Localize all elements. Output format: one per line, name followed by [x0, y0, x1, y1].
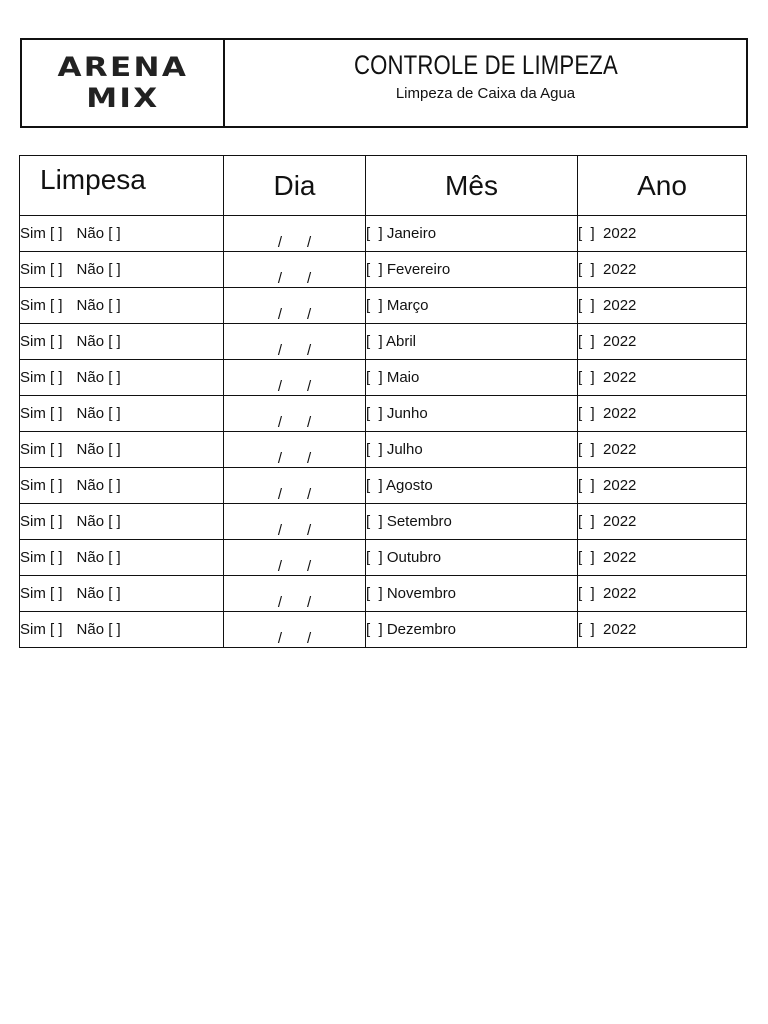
sim-checkbox[interactable]: Sim [ ] [20, 441, 63, 458]
table-row [20, 216, 747, 252]
table-row [20, 252, 747, 288]
mes-checkbox[interactable]: [ ] Setembro [366, 504, 578, 540]
nao-checkbox[interactable]: Não [ ] [76, 405, 121, 422]
ano-checkbox[interactable]: [ ] 2022 [578, 576, 747, 612]
ano-checkbox[interactable]: [ ] 2022 [578, 432, 747, 468]
mes-checkbox[interactable]: [ ] Agosto [366, 468, 578, 504]
mes-checkbox[interactable]: [ ] Maio [366, 360, 578, 396]
ano-checkbox[interactable]: [ ] 2022 [578, 360, 747, 396]
dia-field[interactable]: / / [224, 432, 366, 468]
ano-checkbox[interactable]: [ ] 2022 [578, 216, 747, 252]
sim-checkbox[interactable]: Sim [ ] [20, 297, 63, 314]
mes-checkbox[interactable]: [ ] Abril [366, 324, 578, 360]
table-row [20, 432, 747, 468]
ano-checkbox[interactable]: [ ] 2022 [578, 324, 747, 360]
nao-checkbox[interactable]: Não [ ] [76, 621, 121, 638]
nao-checkbox[interactable]: Não [ ] [76, 585, 121, 602]
cleaning-control-table [19, 155, 747, 648]
sim-checkbox[interactable]: Sim [ ] [20, 585, 63, 602]
nao-checkbox[interactable]: Não [ ] [76, 297, 121, 314]
limpeza-cell [20, 540, 224, 576]
mes-checkbox[interactable]: [ ] Junho [366, 396, 578, 432]
sim-checkbox[interactable]: Sim [ ] [20, 405, 63, 422]
dia-field[interactable]: / / [224, 360, 366, 396]
sim-checkbox[interactable]: Sim [ ] [20, 225, 63, 242]
table-row [20, 540, 747, 576]
limpeza-cell [20, 288, 224, 324]
ano-checkbox[interactable]: [ ] 2022 [578, 504, 747, 540]
limpeza-cell [20, 504, 224, 540]
limpeza-cell [20, 612, 224, 648]
table-row [20, 612, 747, 648]
ano-checkbox[interactable]: [ ] 2022 [578, 612, 747, 648]
dia-field[interactable]: / / [224, 504, 366, 540]
limpeza-cell [20, 216, 224, 252]
ano-checkbox[interactable]: [ ] 2022 [578, 288, 747, 324]
document-subtitle: Limpeza de Caixa da Agua [395, 85, 576, 102]
dia-field[interactable]: / / [224, 468, 366, 504]
dia-field[interactable]: / / [224, 288, 366, 324]
nao-checkbox[interactable]: Não [ ] [76, 225, 121, 242]
mes-checkbox[interactable]: [ ] Outubro [366, 540, 578, 576]
limpeza-cell [20, 396, 224, 432]
sim-checkbox[interactable]: Sim [ ] [20, 333, 63, 350]
limpeza-cell [20, 360, 224, 396]
mes-checkbox[interactable]: [ ] Julho [366, 432, 578, 468]
mes-checkbox[interactable]: [ ] Dezembro [366, 612, 578, 648]
table-row [20, 324, 747, 360]
column-header-mes: Mês [366, 156, 578, 216]
mes-checkbox[interactable]: [ ] Novembro [366, 576, 578, 612]
ano-checkbox[interactable]: [ ] 2022 [578, 396, 747, 432]
ano-checkbox[interactable]: [ ] 2022 [578, 540, 747, 576]
dia-field[interactable]: / / [224, 612, 366, 648]
sim-checkbox[interactable]: Sim [ ] [20, 513, 63, 530]
logo-line-2: MIX [85, 83, 160, 114]
table-row [20, 468, 747, 504]
dia-field[interactable]: / / [224, 216, 366, 252]
logo-line-1: ARENA [57, 52, 188, 83]
sim-checkbox[interactable]: Sim [ ] [20, 549, 63, 566]
ano-checkbox[interactable]: [ ] 2022 [578, 468, 747, 504]
mes-checkbox[interactable]: [ ] Janeiro [366, 216, 578, 252]
dia-field[interactable]: / / [224, 576, 366, 612]
nao-checkbox[interactable]: Não [ ] [76, 513, 121, 530]
sim-checkbox[interactable]: Sim [ ] [20, 369, 63, 386]
document-header [20, 38, 748, 128]
limpeza-cell [20, 432, 224, 468]
nao-checkbox[interactable]: Não [ ] [76, 549, 121, 566]
column-header-dia: Dia [224, 156, 366, 216]
sim-checkbox[interactable]: Sim [ ] [20, 621, 63, 638]
table-header-row [20, 156, 747, 216]
dia-field[interactable]: / / [224, 540, 366, 576]
sim-checkbox[interactable]: Sim [ ] [20, 477, 63, 494]
mes-checkbox[interactable]: [ ] Março [366, 288, 578, 324]
nao-checkbox[interactable]: Não [ ] [76, 477, 121, 494]
nao-checkbox[interactable]: Não [ ] [76, 261, 121, 278]
limpeza-cell [20, 576, 224, 612]
dia-field[interactable]: / / [224, 252, 366, 288]
document-title: CONTROLE DE LIMPEZA [353, 50, 618, 80]
ano-checkbox[interactable]: [ ] 2022 [578, 252, 747, 288]
nao-checkbox[interactable]: Não [ ] [76, 369, 121, 386]
table-row [20, 396, 747, 432]
nao-checkbox[interactable]: Não [ ] [76, 333, 121, 350]
column-header-limpesa: Limpesa [20, 156, 224, 216]
limpeza-cell [20, 324, 224, 360]
limpeza-cell [20, 252, 224, 288]
dia-field[interactable]: / / [224, 324, 366, 360]
title-block [225, 40, 746, 126]
table-row [20, 288, 747, 324]
dia-field[interactable]: / / [224, 396, 366, 432]
logo [22, 40, 225, 126]
mes-checkbox[interactable]: [ ] Fevereiro [366, 252, 578, 288]
column-header-ano: Ano [578, 156, 747, 216]
nao-checkbox[interactable]: Não [ ] [76, 441, 121, 458]
table-row [20, 504, 747, 540]
sim-checkbox[interactable]: Sim [ ] [20, 261, 63, 278]
table-row [20, 360, 747, 396]
limpeza-cell [20, 468, 224, 504]
table-row [20, 576, 747, 612]
